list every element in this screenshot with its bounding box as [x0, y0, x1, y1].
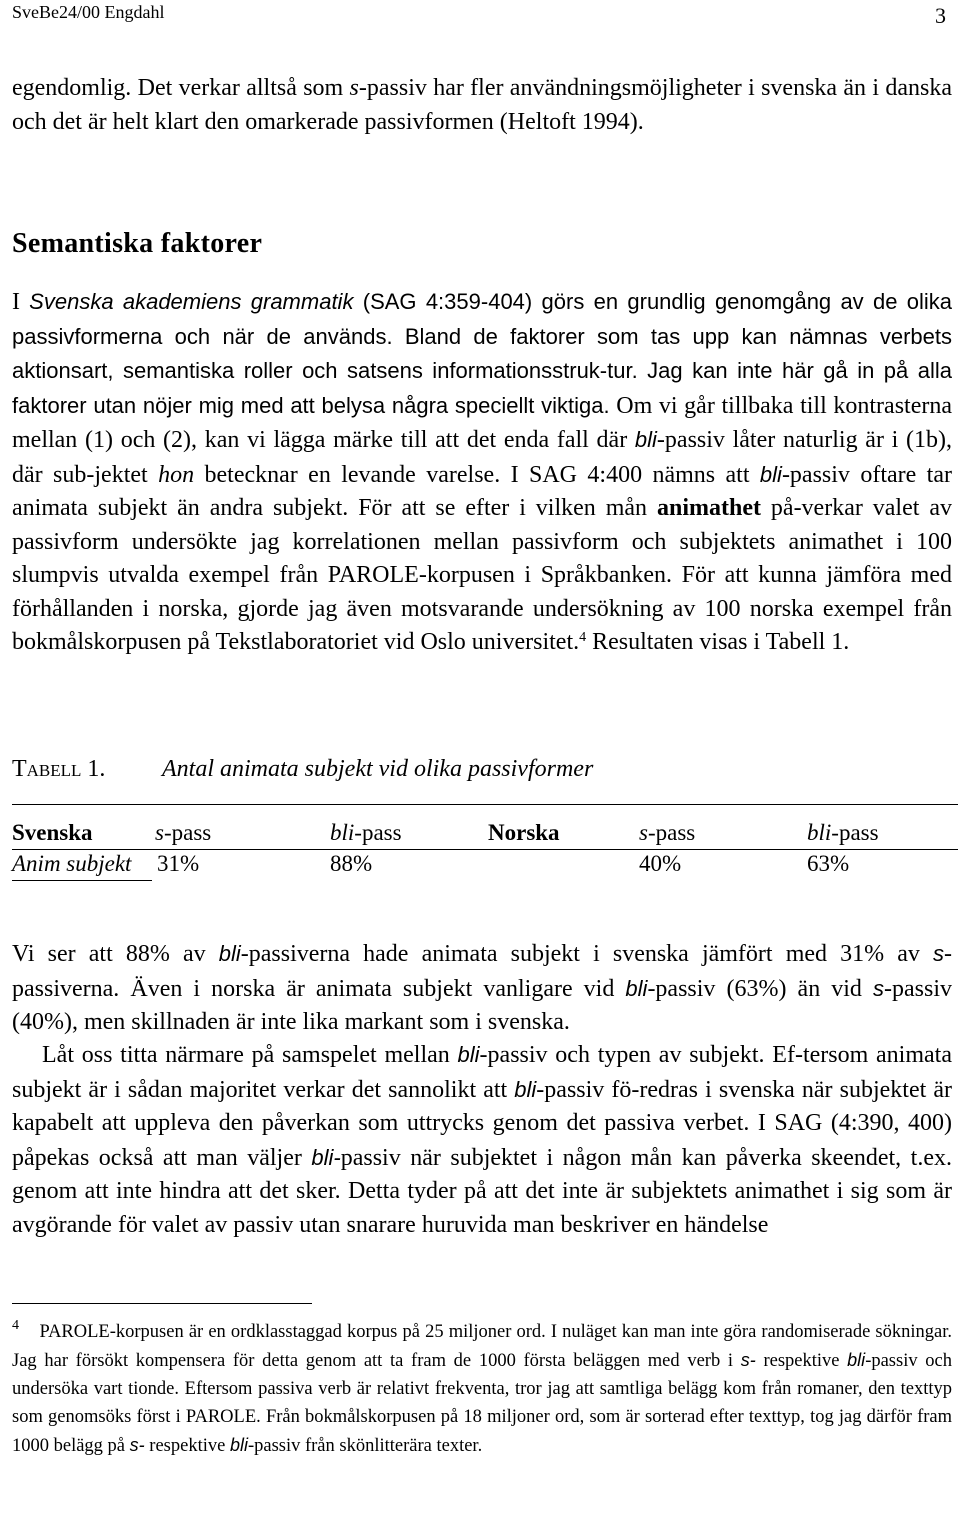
- paragraph-discussion: Låt oss titta närmare på samspelet mellan bli-passiv och typen av subjekt. Ef-tersom animata subjekt är i sådan majoritet verkar det sannolikt att bli-passiv fö-redras i svenska när subjektet är kapabelt att uppleva den påverkan som uttrycks genom det passiva verbet. I SAG (4:390, 400) påpekas också att man väljer bli-passiv när subjektet i någon mån kan påverka skeendet, t.ex. genom att inte hindra att det sker. Detta tyder på att det inte är subjektets animathet i sig som är avgörande för valet av passiv utan snarare huruvida man beskriver en händelse: [12, 1042, 952, 1238]
- header-cell-svenska: Svenska: [12, 820, 93, 845]
- cell-no-s: 40%: [639, 851, 682, 876]
- header-cell-no-s: s-pass: [639, 820, 696, 845]
- paragraph-semantics: I Svenska akademiens grammatik (SAG 4:359-404) görs en grundlig genomgång av de olika passivformerna och när de används. Bland de faktorer som tas upp kan nämnas verbets aktionsart, semantiska roller och satsens informationsstruk-tur. Jag kan inte här gå in på alla faktorer utan nöjer mig med att belysa några speciellt viktiga. Om vi går tillbaka till kontrasterna mellan (1) och (2), kan vi lägga märke till att det enda fall där bli-passiv låter naturlig är i (1b), där sub-jektet hon betecknar en levande varelse. I SAG 4:400 nämns att bli-passiv oftare tar animata subjekt än andra subjekt. För att se efter i vilken mån animathet på-verkar valet av passivform undersökte jag korrelationen mellan passivform och subjektets animathet i 100 slumpvis utvalda exempel från PAROLE-korpusen i Språkbanken. För att kunna jämföra med förhållanden i norska, gjorde jag även motsvarande undersökning av 100 norska exempel från bokmålskorpusen på Tekstlaboratoriet vid Oslo universitet.$^4$ Resultaten visas i Tabell 1.: [12, 289, 952, 655]
- cell-sv-bli: 88%: [330, 851, 373, 876]
- footnote-separator: [12, 1303, 312, 1304]
- table-caption: [12, 752, 594, 786]
- paragraph-intro: egendomlig. Det verkar alltså som s-passiv har fler användningsmöjligheter i svenska än i danska och det är helt klart den omarkerade passivformen (Heltoft 1994).: [12, 75, 953, 135]
- table-caption-label: Tabell 1.: [12, 756, 106, 782]
- row-label: Anim subjekt: [12, 851, 132, 876]
- footnote-ref: 4: [579, 630, 587, 645]
- header-cell-sv-s: s-pass: [155, 820, 212, 845]
- table-bottom-rule: [12, 880, 152, 881]
- section-heading: Semantiska faktorer: [12, 228, 263, 259]
- footnote-number: 4: [12, 1318, 19, 1333]
- table-top-rule: [12, 804, 958, 805]
- table-caption-title: Antal animata subjekt vid olika passivformer: [162, 756, 594, 782]
- header-cell-norska: Norska: [488, 820, 560, 845]
- page-number: 3: [935, 3, 946, 28]
- header-cell-no-bli: bli-pass: [807, 820, 879, 845]
- cell-sv-s: 31%: [157, 851, 200, 876]
- running-header: SveBe24/00 Engdahl: [12, 2, 165, 22]
- paragraph-results: Vi ser att 88% av bli-passiverna hade animata subjekt i svenska jämfört med 31% av s-passiverna. Även i norska är animata subjekt vanligare vid bli-passiv (63%) än vid s-passiv (40%), men skillnaden är inte lika markant som i svenska.: [12, 941, 952, 1035]
- header-cell-sv-bli: bli-pass: [330, 820, 402, 845]
- footnote: $^4$ PAROLE-korpusen är en ordklasstaggad korpus på 25 miljoner ord. I nuläget kan man inte göra randomiserade sökningar. Jag har försökt kompensera för detta genom att ta fram de 1000 första beläggen med verb i s- respektive bli-passiv och undersöka vart tionde. Eftersom passiva verb är relativt frekventa, tror jag att samtliga belägg kom från romaner, den texttyp som genomsöks först i PAROLE. Från bokmålskorpusen på 18 miljoner ord, som är sorterad efter texttyp, tog jag därför fram 1000 belägg på s- respektive bli-passiv från skönlitterära texter.: [12, 1318, 953, 1456]
- cell-no-bli: 63%: [807, 851, 850, 876]
